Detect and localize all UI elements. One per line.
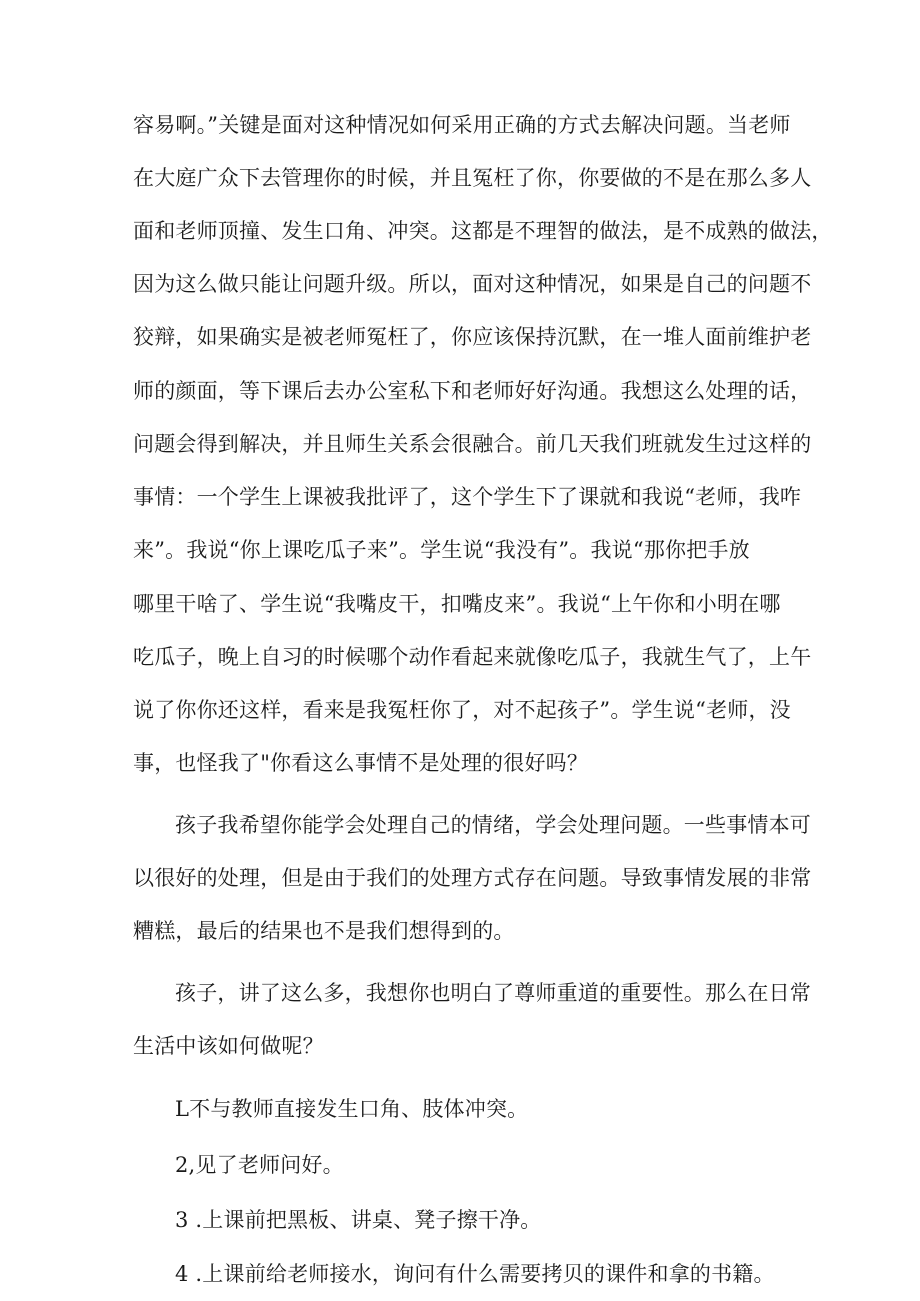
text-line: 事，也怪我了"你看这么事情不是处理的很好吗？ [133, 751, 589, 775]
text-line: 师的颜面，等下课后去办公室私下和老师好好沟通。我想这么处理的话， [133, 379, 812, 403]
text-line: 问题会得到解决，并且师生关系会很融合。前几天我们班就发生过这样的 [133, 432, 812, 456]
text-line: 生活中该如何做呢？ [133, 1034, 324, 1058]
text-line: 糟糕，最后的结果也不是我们想得到的。 [133, 919, 515, 943]
text-line: 面和老师顶撞、发生口角、冲突。这都是不理智的做法，是不成熟的做法， [133, 219, 833, 243]
list-item: 3 .上课前把黑板、讲桌、凳子擦干净。 [175, 1208, 542, 1232]
text-line: 来”。我说“你上课吃瓜子来”。学生说“我没有”。我说“那你把手放 [133, 538, 750, 562]
list-item: 2,见了老师问好。 [175, 1153, 344, 1177]
list-item: L不与教师直接发生口角、肢体冲突。 [175, 1097, 529, 1121]
text-line: 因为这么做只能让问题升级。所以，面对这种情况，如果是自己的问题不 [133, 272, 812, 296]
text-line: 在大庭广众下去管理你的时候，并且冤枉了你，你要做的不是在那么多人 [133, 166, 812, 190]
text-line: 事情：一个学生上课被我批评了，这个学生下了课就和我说“老师，我咋 [133, 485, 802, 509]
text-line: 容易啊。”关键是面对这种情况如何采用正确的方式去解决问题。当老师 [133, 113, 791, 137]
text-line: 哪里干啥了、学生说“我嘴皮干，扣嘴皮来”。我说“上午你和小明在哪 [133, 592, 781, 616]
text-line: 吃瓜子，晚上自习的时候哪个动作看起来就像吃瓜子，我就生气了，上午 [133, 645, 812, 669]
list-item: 4 .上课前给老师接水，询问有什么需要拷贝的课件和拿的书籍。 [175, 1262, 775, 1286]
text-line: 以很好的处理，但是由于我们的处理方式存在问题。导致事情发展的非常 [133, 866, 812, 890]
text-line: 孩子我希望你能学会处理自己的情绪，学会处理问题。一些事情本可 [175, 813, 811, 837]
text-line: 孩子，讲了这么多，我想你也明白了尊师重道的重要性。那么在日常 [175, 981, 811, 1005]
text-line: 说了你你还这样，看来是我冤枉你了，对不起孩子”。学生说“老师，没 [133, 698, 791, 722]
text-line: 狡辩，如果确实是被老师冤枉了，你应该保持沉默，在一堆人面前维护老 [133, 325, 812, 349]
